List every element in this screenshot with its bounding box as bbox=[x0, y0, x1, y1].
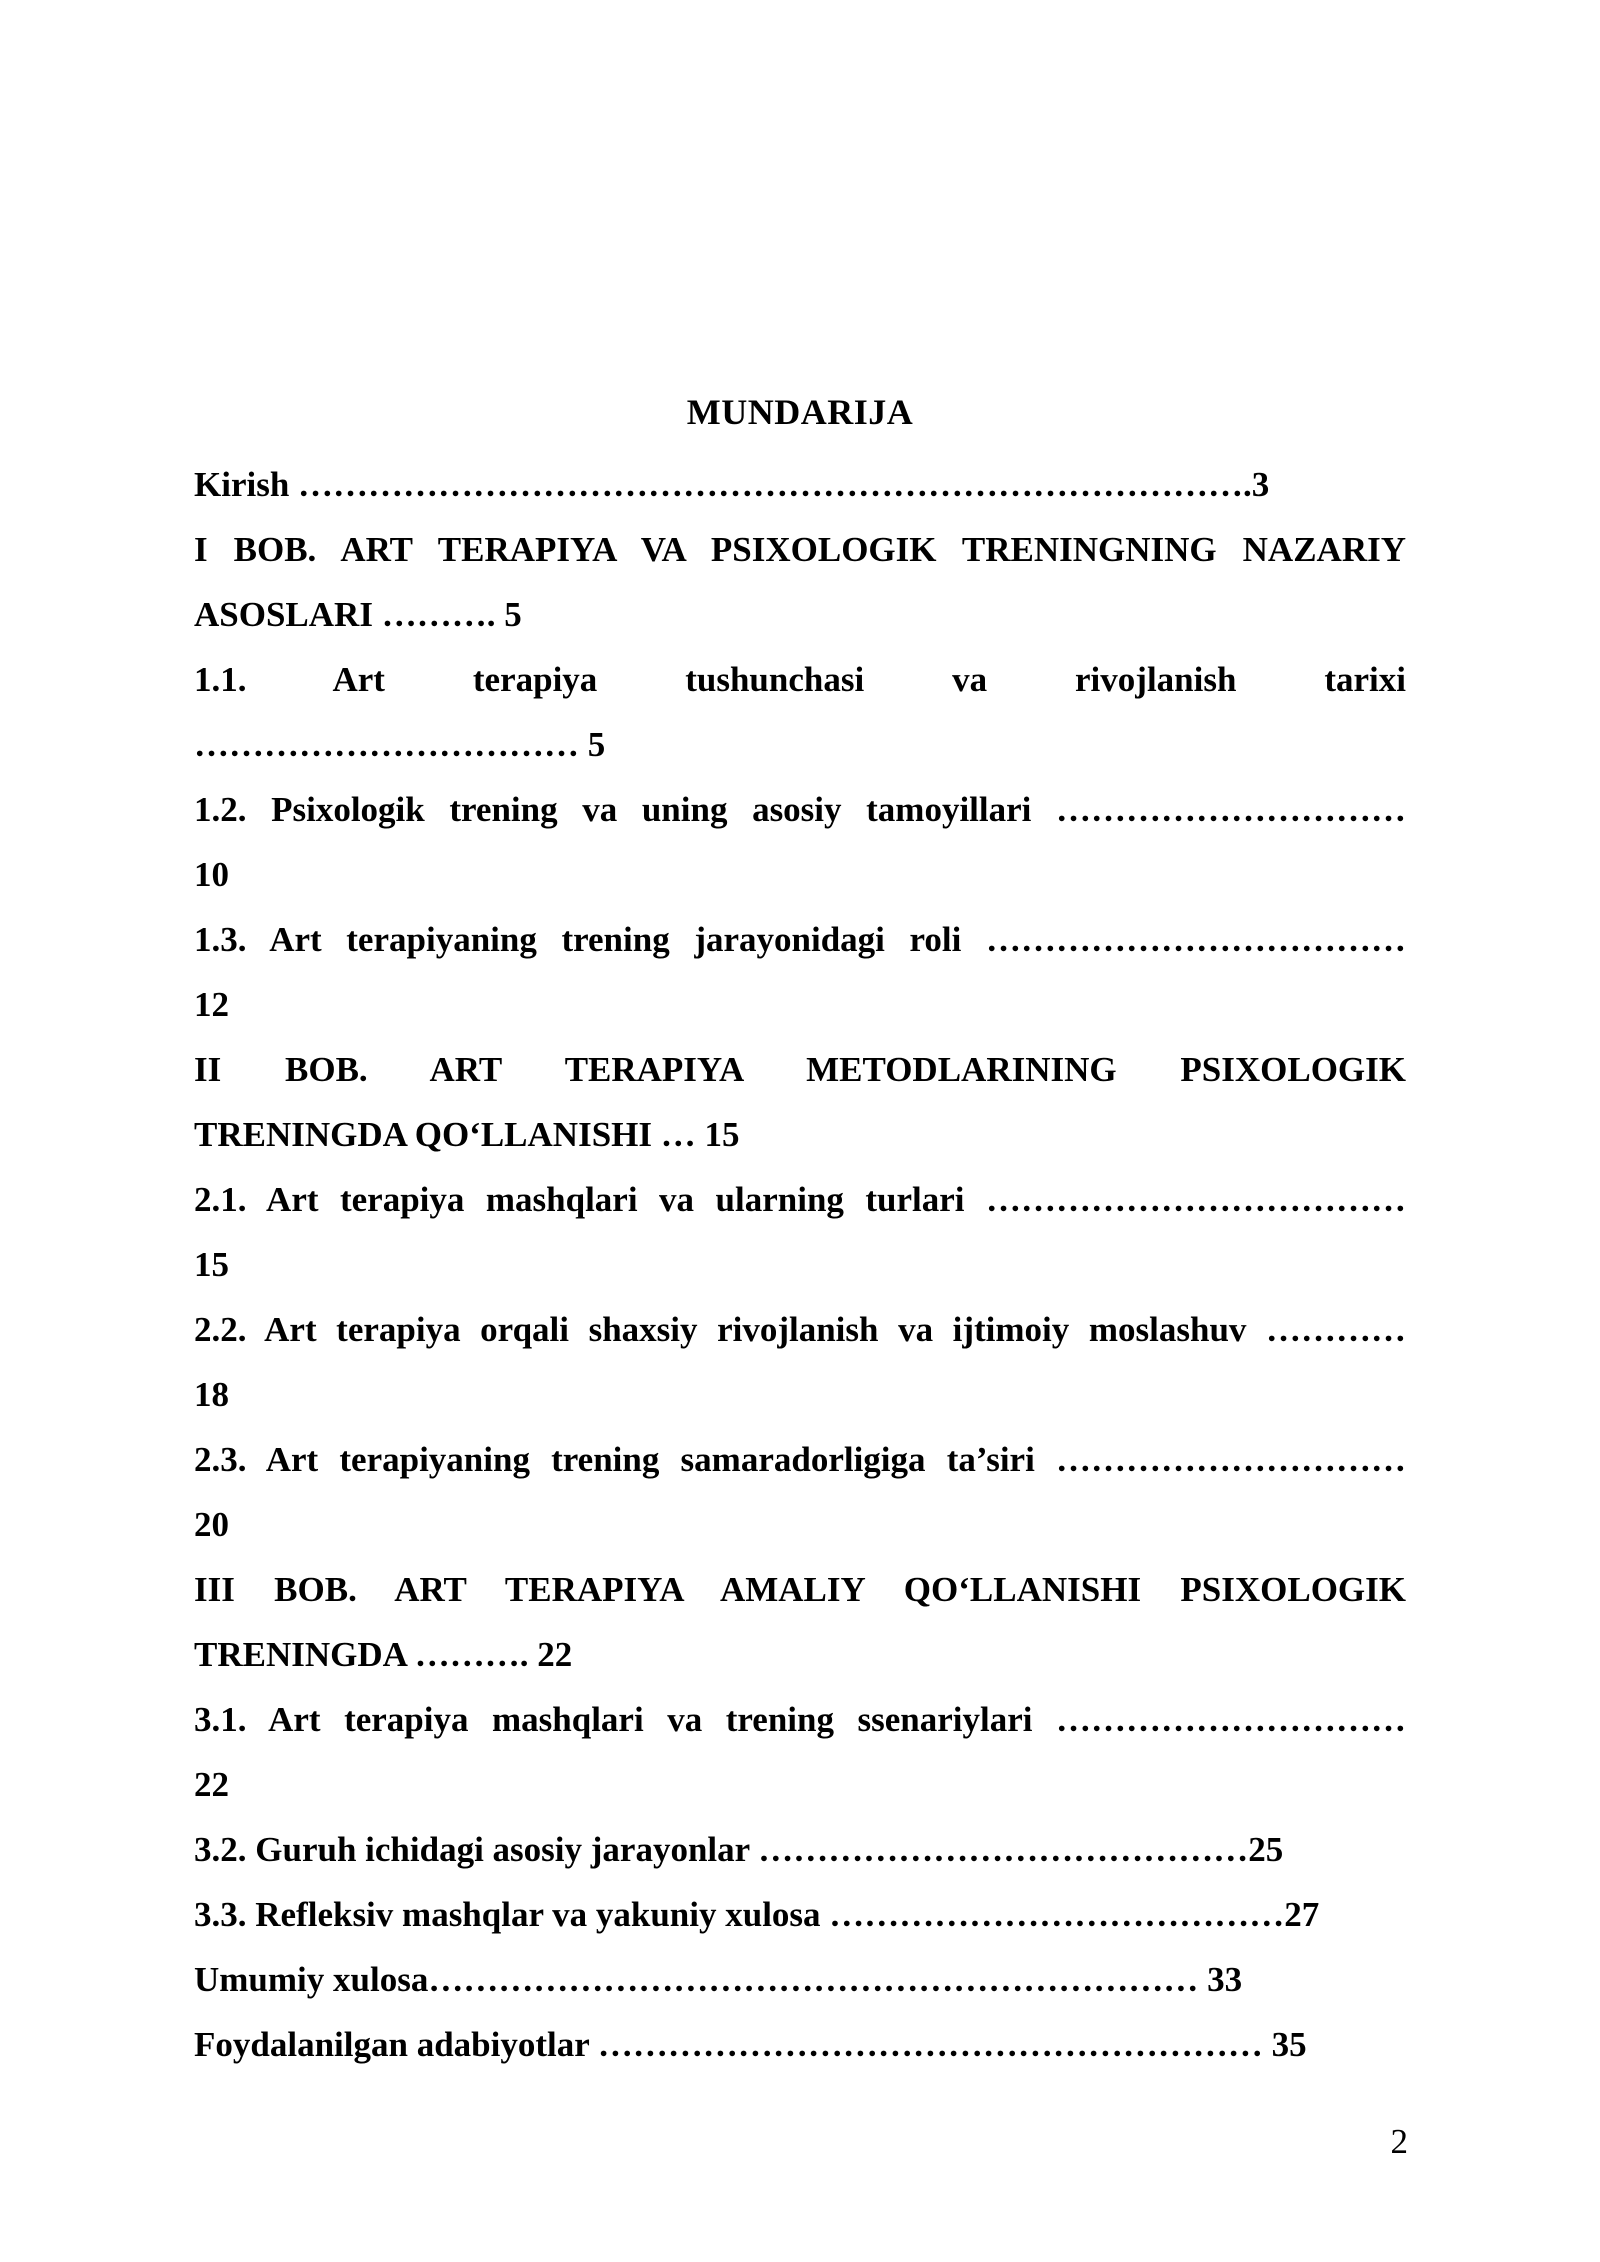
toc-line-section-3-1-page: 22 bbox=[194, 1765, 229, 1804]
toc-line-section-1-3-page: 12 bbox=[194, 985, 229, 1024]
toc-line-chapter-2: II BOB. ART TERAPIYA METODLARINING PSIXOLOGIK bbox=[194, 1050, 1406, 1089]
toc-line-section-2-1: 2.1. Art terapiya mashqlari va ularning turlari ……………………………… bbox=[194, 1180, 1406, 1219]
toc-line-conclusion: Umumiy xulosa………………………………………………………… 33 bbox=[194, 1960, 1243, 1999]
toc-line-section-2-3-page: 20 bbox=[194, 1505, 229, 1544]
toc-line-section-1-2-page: 10 bbox=[194, 855, 229, 894]
toc-line-kirish: Kirish ……………………………………………………………………….3 bbox=[194, 465, 1270, 504]
toc-line-chapter-3: III BOB. ART TERAPIYA AMALIY QO‘LLANISHI PSIXOLOGIK bbox=[194, 1570, 1406, 1609]
toc-title: MUNDARIJA bbox=[686, 392, 914, 432]
toc-line-section-1-1-page: …………………………… 5 bbox=[194, 725, 606, 764]
toc-line-section-2-3: 2.3. Art terapiyaning trening samaradorligiga ta’siri ………………………… bbox=[194, 1440, 1406, 1479]
toc-line-section-2-1-page: 15 bbox=[194, 1245, 229, 1284]
toc-line-section-2-2-page: 18 bbox=[194, 1375, 229, 1414]
toc-line-section-3-1: 3.1. Art terapiya mashqlari va trening ssenariylari ………………………… bbox=[194, 1700, 1406, 1739]
toc-line-chapter-2-cont: TRENINGDA QO‘LLANISHI … 15 bbox=[194, 1115, 740, 1154]
toc-line-chapter-3-cont: TRENINGDA ………. 22 bbox=[194, 1635, 573, 1674]
page-number: 2 bbox=[1390, 2122, 1408, 2161]
toc-line-section-1-1: 1.1. Art terapiya tushunchasi va rivojlanish tarixi bbox=[194, 660, 1406, 699]
toc-line-section-1-2: 1.2. Psixologik trening va uning asosiy tamoyillari ………………………… bbox=[194, 790, 1406, 829]
toc-line-section-1-3: 1.3. Art terapiyaning trening jarayonidagi roli ……………………………… bbox=[194, 920, 1406, 959]
toc-line-references: Foydalanilgan adabiyotlar ………………………………………………… 35 bbox=[194, 2025, 1307, 2064]
table-of-contents bbox=[194, 452, 1406, 2077]
toc-line-section-3-2: 3.2. Guruh ichidagi asosiy jarayonlar ……………………………………25 bbox=[194, 1830, 1284, 1869]
toc-line-chapter-1: I BOB. ART TERAPIYA VA PSIXOLOGIK TRENINGNING NAZARIY bbox=[194, 530, 1406, 569]
toc-line-chapter-1-cont: ASOSLARI ………. 5 bbox=[194, 595, 522, 634]
toc-line-section-2-2: 2.2. Art terapiya orqali shaxsiy rivojlanish va ijtimoiy moslashuv ………… bbox=[194, 1310, 1406, 1349]
toc-line-section-3-3: 3.3. Refleksiv mashqlar va yakuniy xulosa …………………………………27 bbox=[194, 1895, 1320, 1934]
